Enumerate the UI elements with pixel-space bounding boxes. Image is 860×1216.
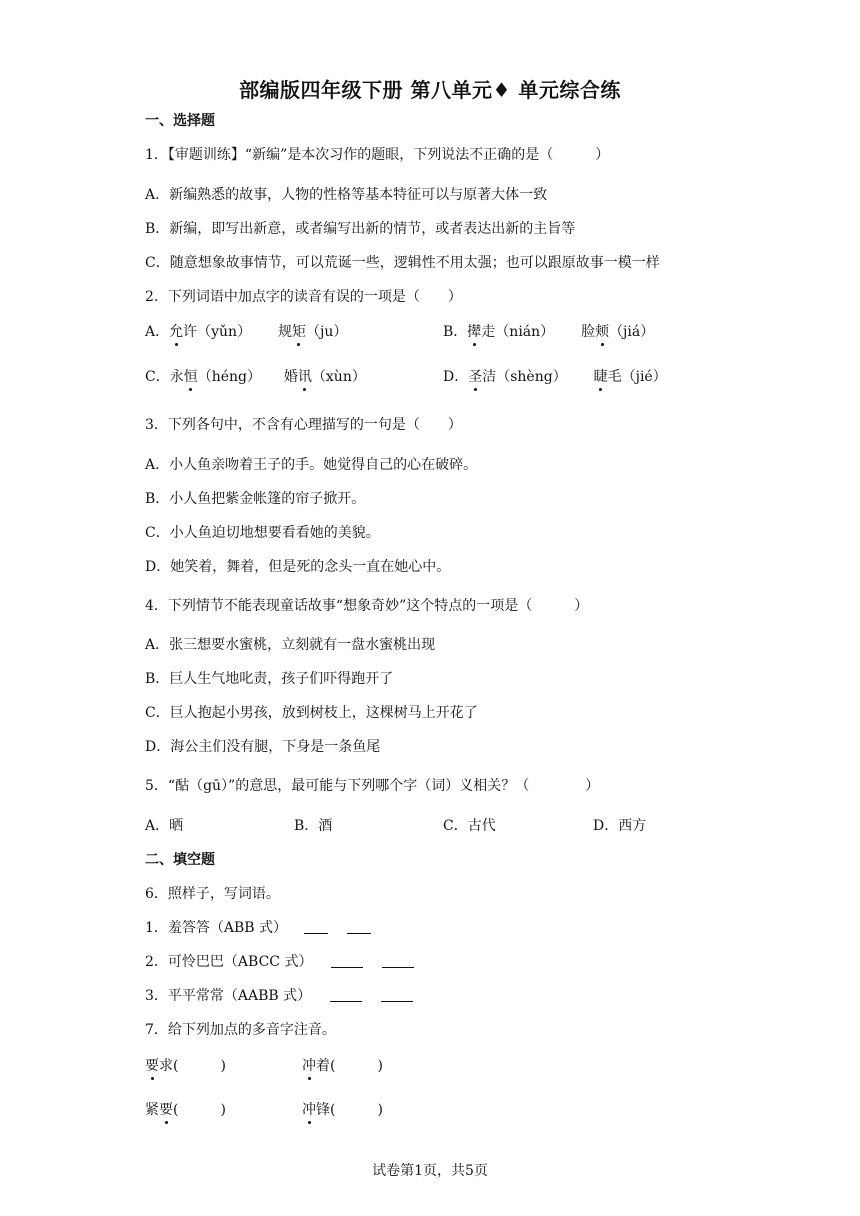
dotted-char: 恒 <box>183 369 198 385</box>
question-5-option-d: D．西方 <box>593 818 647 834</box>
question-5-option-b: B．酒 <box>294 818 333 834</box>
section-heading-fill: 二、填空题 <box>145 852 215 868</box>
word-text: （héng） <box>197 369 261 385</box>
page-title: 部编版四年级下册 第八单元♦ 单元综合练 <box>239 78 621 102</box>
dotted-char: 矩 <box>291 324 306 340</box>
question-1-option-b: B．新编，即写出新意，或者编写出新的情节，或者表达出新的主旨等 <box>145 221 576 237</box>
word-text: 脸 <box>581 324 596 340</box>
dotted-char: 撵 <box>467 324 482 340</box>
question-4-option-d: D．海公主们没有腿，下身是一条鱼尾 <box>145 739 381 755</box>
answer-blank[interactable] <box>382 953 414 968</box>
question-1-stem: 1．【审题训练】“新编”是本次习作的题眼，下列说法不正确的是（ ） <box>145 147 610 163</box>
word-text: 规 <box>277 324 292 340</box>
question-3-stem: 3．下列各句中，不含有心理描写的一句是（ ） <box>145 417 462 433</box>
question-4-option-b: B．巨人生气地叱责，孩子们吓得跑开了 <box>145 671 394 687</box>
question-7-word-1 <box>145 1057 226 1075</box>
word-text: 紧 <box>145 1102 159 1118</box>
question-6-item-1 <box>145 919 371 937</box>
option-label: C． <box>145 369 170 385</box>
item-text: 2．可怜巴巴（ABCC 式） <box>145 954 313 970</box>
word-text: 求( ) <box>159 1058 226 1074</box>
word-text: 永 <box>169 369 184 385</box>
option-label: D． <box>443 369 469 385</box>
question-3-option-a: A．小人鱼亲吻着王子的手。她觉得自己的心在破碎。 <box>145 457 478 473</box>
dotted-char: 颊 <box>595 324 610 340</box>
item-text: 1．羞答答（ABB 式） <box>145 920 288 936</box>
dotted-char: 冲 <box>302 1102 316 1118</box>
question-7-word-2 <box>302 1057 383 1075</box>
section-heading-choice: 一、选择题 <box>145 113 215 129</box>
question-7-word-4 <box>302 1101 383 1119</box>
word-text: 着( ) <box>316 1058 383 1074</box>
word-text: 锋( ) <box>316 1102 383 1118</box>
word-text: （ju） <box>305 324 348 340</box>
dotted-char: 圣 <box>468 369 483 385</box>
question-7-word-3 <box>145 1101 226 1119</box>
answer-blank[interactable] <box>330 987 362 1002</box>
question-4-option-c: C．巨人抱起小男孩，放到树枝上，这棵树马上开花了 <box>145 705 478 721</box>
word-text: 毛（jié） <box>607 369 667 385</box>
dotted-char: 讯 <box>297 369 312 385</box>
word-text: 走（nián） <box>481 324 555 340</box>
question-5-option-c: C．古代 <box>443 818 496 834</box>
question-3-option-c: C．小人鱼迫切地想要看看她的美貌。 <box>145 525 380 541</box>
item-text: 3．平平常常（AABB 式） <box>145 988 312 1004</box>
answer-blank[interactable] <box>304 919 328 934</box>
question-3-option-b: B．小人鱼把紫金帐篷的帘子掀开。 <box>145 491 366 507</box>
word-text: 许（yǔn） <box>183 324 252 340</box>
dotted-char: 睫 <box>593 369 608 385</box>
question-6-stem: 6．照样子，写词语。 <box>145 886 280 902</box>
question-4-stem: 4．下列情节不能表现童话故事“想象奇妙”这个特点的一项是（ ） <box>145 598 589 614</box>
question-2-option-c <box>145 368 366 386</box>
question-2-option-a <box>145 323 347 341</box>
question-1-option-a: A．新编熟悉的故事，人物的性格等基本特征可以与原著大体一致 <box>145 187 548 203</box>
page-footer: 试卷第1页，共5页 <box>372 1163 488 1179</box>
question-2-stem: 2．下列词语中加点字的读音有误的一项是（ ） <box>145 289 462 305</box>
answer-blank[interactable] <box>331 953 363 968</box>
question-3-option-d: D．她笑着，舞着，但是死的念头一直在她心中。 <box>145 559 451 575</box>
dotted-char: 允 <box>169 324 184 340</box>
word-text: ( ) <box>173 1102 226 1118</box>
word-text: 婚 <box>283 369 298 385</box>
question-2-option-d <box>443 368 667 386</box>
question-4-option-a: A．张三想要水蜜桃，立刻就有一盘水蜜桃出现 <box>145 637 436 653</box>
question-6-item-3 <box>145 987 413 1005</box>
dotted-char: 冲 <box>302 1058 316 1074</box>
option-label: A． <box>145 324 170 340</box>
dotted-char: 要 <box>159 1102 173 1118</box>
word-text: （jiá） <box>609 324 655 340</box>
word-text: 洁（shèng） <box>482 369 567 385</box>
question-1-option-c: C．随意想象故事情节，可以荒诞一些，逻辑性不用太强；也可以跟原故事一模一样 <box>145 255 660 271</box>
option-label: B． <box>443 324 468 340</box>
question-5-option-a: A．晒 <box>145 818 184 834</box>
question-5-stem: 5．“酤（gū）”的意思，最可能与下列哪个字（词）义相关？（ ） <box>145 778 600 794</box>
word-text: （xùn） <box>311 369 366 385</box>
dotted-char: 要 <box>145 1058 159 1074</box>
answer-blank[interactable] <box>381 987 413 1002</box>
question-6-item-2 <box>145 953 414 971</box>
answer-blank[interactable] <box>347 919 371 934</box>
question-2-option-b <box>443 323 654 341</box>
question-7-stem: 7．给下列加点的多音字注音。 <box>145 1022 336 1038</box>
